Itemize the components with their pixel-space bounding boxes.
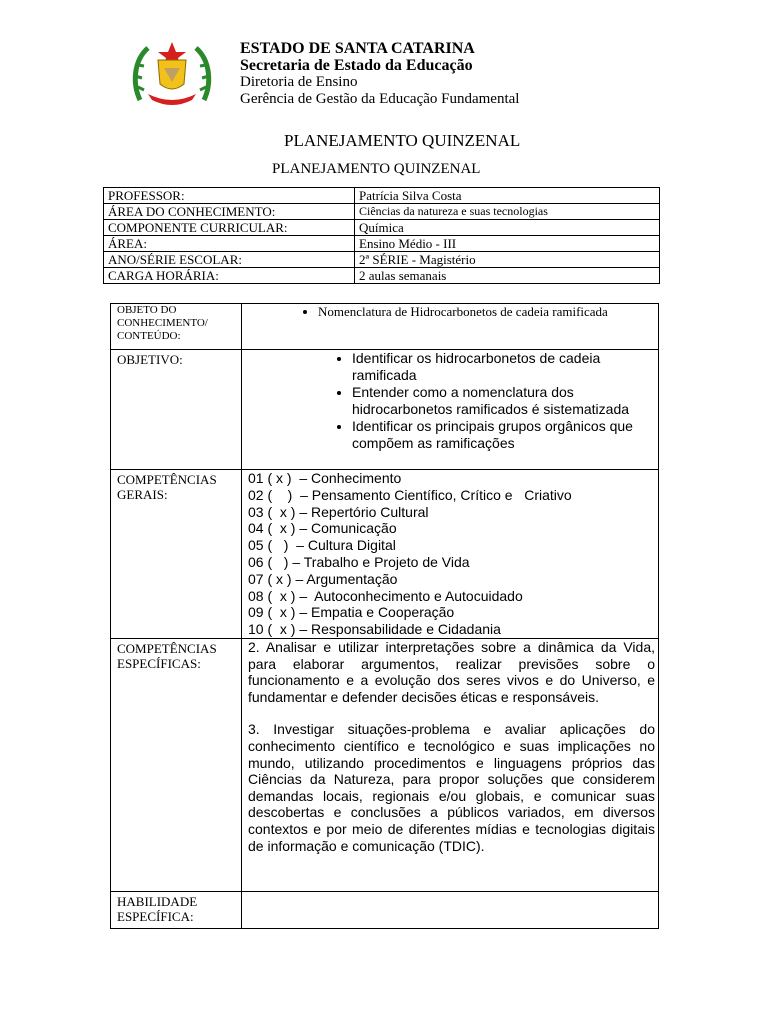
info-value: Patrícia Silva Costa — [355, 188, 660, 204]
specific-competency-2: 2. Analisar e utilizar interpretações sobre a dinâmica da Vida, para elaborar argumentos, realizar previsões sobre o funcionamento e a evolução dos seres vivos e do Universo, e fundamentar e defender decisões éticas e responsáveis. — [248, 638, 655, 705]
objective-item: • Identificar os principais grupos orgânicos que compõem as ramificações — [352, 418, 655, 452]
row-specific-skill — [111, 891, 659, 928]
object-cell — [242, 304, 659, 350]
objective-item: • Entender como a nomenclatura dos hidrocarbonetos ramificados é sistematizada — [352, 384, 655, 418]
object-label: OBJETO DO CONHECIMENTO/ CONTEÚDO: — [111, 304, 242, 350]
info-label: ÁREA: — [104, 236, 355, 252]
management-name: Gerência de Gestão da Educação Fundamental — [240, 91, 520, 107]
info-value: Ciências da natureza e suas tecnologias — [355, 204, 660, 220]
info-value: 2 aulas semanais — [355, 268, 660, 284]
competency-item: 10 ( x ) – Responsabilidade e Cidadania — [248, 621, 501, 638]
info-row-professor — [104, 188, 660, 204]
specific-competency-3: 3. Investigar situações-problema e avaliar aplicações do conhecimento científico e tecnológico e suas implicações no mundo, utilizando procedimentos e linguagens próprios das Ciências da Natureza, para propor soluções que considerem demandas locais, regionais e/ou globais, e comunicar suas descobertas e conclusões a públicos variados, em diversos contextos e por meio de diferentes mídias e tecnologias digitais de informação e comunicação (TDIC). — [248, 721, 655, 854]
institution-header — [240, 40, 519, 108]
competency-item: 06 ( ) – Trabalho e Projeto de Vida — [248, 553, 470, 570]
info-value: Química — [355, 220, 660, 236]
info-row-area — [104, 236, 660, 252]
planning-table — [110, 303, 659, 929]
state-name: ESTADO DE SANTA CATARINA — [240, 40, 475, 57]
info-row-area-conhecimento — [104, 204, 660, 220]
secretariat-name: Secretaria de Estado da Educação — [240, 57, 473, 74]
competency-item: 04 ( x ) – Comunicação — [248, 520, 397, 537]
competency-item: 03 ( x ) – Repertório Cultural — [248, 503, 429, 520]
general-competencies-label: COMPETÊNCIAS GERAIS: — [111, 470, 242, 639]
specific-competencies-text — [242, 638, 659, 891]
competency-item: 08 ( x ) – Autoconhecimento e Autocuidado — [248, 587, 523, 604]
info-value: 2ª SÉRIE - Magistério — [355, 252, 660, 268]
specific-skill-label: HABILIDADE ESPECÍFICA: — [111, 891, 242, 928]
info-label: ANO/SÉRIE ESCOLAR: — [104, 252, 355, 268]
info-label: PROFESSOR: — [104, 188, 355, 204]
row-general-competencies — [111, 470, 659, 639]
objective-label: OBJETIVO: — [111, 350, 242, 470]
info-label: ÁREA DO CONHECIMENTO: — [104, 204, 355, 220]
objective-item: • Identificar os hidrocarbonetos de cadeia ramificada — [352, 350, 655, 384]
info-row-serie — [104, 252, 660, 268]
info-row-componente — [104, 220, 660, 236]
competency-item: 02 ( ) – Pensamento Científico, Crítico e Criativo — [248, 486, 572, 503]
info-row-carga — [104, 268, 660, 284]
state-coat-of-arms — [130, 38, 214, 108]
general-competencies-list — [242, 470, 659, 639]
competency-item: 01 ( x ) – Conhecimento — [248, 470, 402, 486]
document-subtitle: PLANEJAMENTO QUINZENAL — [272, 161, 481, 177]
competency-item: 07 ( x ) – Argumentação — [248, 570, 398, 587]
specific-skill-value — [242, 891, 659, 928]
objective-cell — [242, 350, 659, 470]
object-item: • Nomenclatura de Hidrocarbonetos de cadeia ramificada — [318, 304, 655, 320]
specific-competencies-label: COMPETÊNCIAS ESPECÍFICAS: — [111, 638, 242, 891]
competency-item: 09 ( x ) – Empatia e Cooperação — [248, 604, 455, 621]
row-object — [111, 304, 659, 350]
info-label: CARGA HORÁRIA: — [104, 268, 355, 284]
info-value: Ensino Médio - III — [355, 236, 660, 252]
directorate-name: Diretoria de Ensino — [240, 74, 358, 90]
row-specific-competencies — [111, 638, 659, 891]
competency-item: 05 ( ) – Cultura Digital — [248, 537, 396, 554]
row-objective — [111, 350, 659, 470]
teacher-info-table — [103, 187, 660, 284]
document-title: PLANEJAMENTO QUINZENAL — [284, 131, 521, 150]
info-label: COMPONENTE CURRICULAR: — [104, 220, 355, 236]
